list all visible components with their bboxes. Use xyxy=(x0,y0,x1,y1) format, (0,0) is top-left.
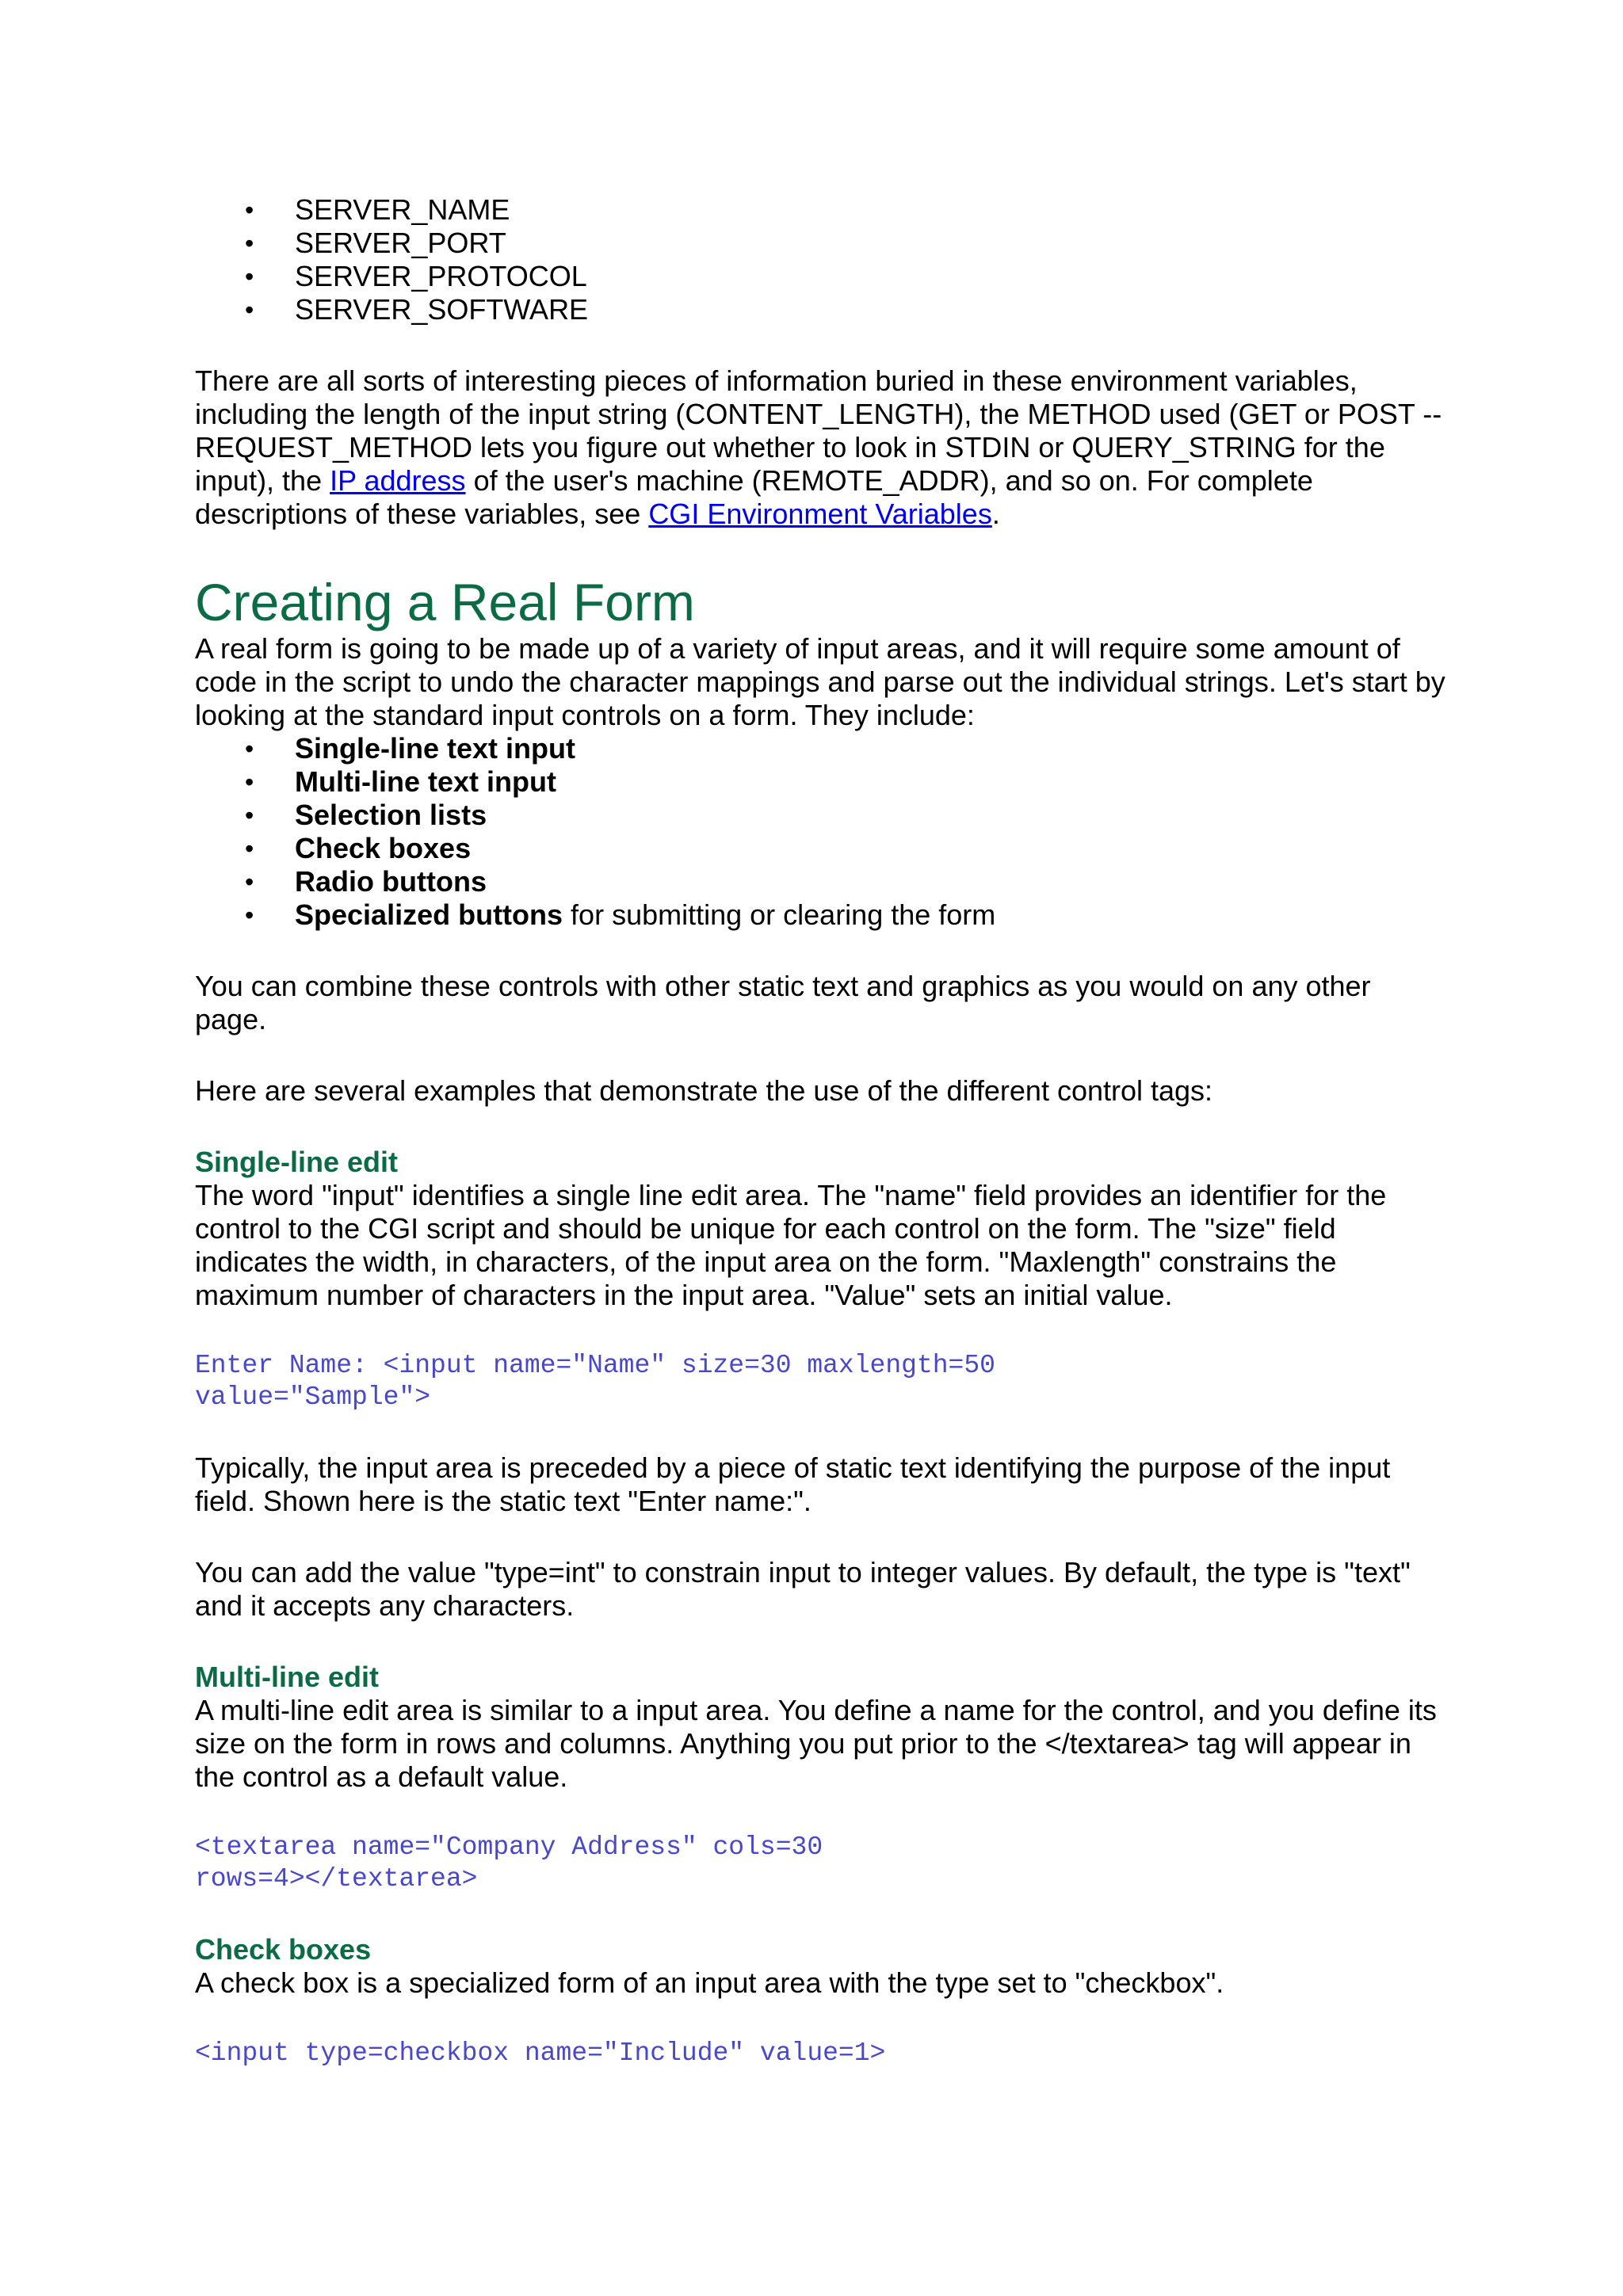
check-boxes-code: <input type=checkbox name="Include" value=1> xyxy=(195,2039,886,2068)
list-item: • Single-line text input xyxy=(295,732,1447,765)
list-item: • Specialized buttons for submitting or clearing the form xyxy=(295,898,1447,932)
document-content xyxy=(195,193,1447,2069)
single-line-note-2: You can add the value "type=int" to constrain input to integer values. By default, the type is "text" and it accepts any characters. xyxy=(195,1556,1411,1622)
list-item: • Multi-line text input xyxy=(295,765,1447,799)
single-line-heading: Single-line edit xyxy=(195,1146,399,1178)
section-title: Creating a Real Form xyxy=(195,573,695,631)
env-var-paragraph: There are all sorts of interesting pieces of information buried in these environment variables, including the length of the input string (CONTENT_LENGTH), the METHOD used (GET or POST -- REQUEST_METHOD lets you figure out whether to look in STDIN or QUERY_STRING for the input), the IP address of the user's machine (REMOTE_ADDR), and so on. For complete descriptions of these variables, see CGI Environment Variables. xyxy=(195,364,1442,530)
cgi-env-vars-link[interactable]: CGI Environment Variables xyxy=(648,498,992,530)
env-var-list xyxy=(195,193,1447,326)
multi-line-heading: Multi-line edit xyxy=(195,1661,379,1693)
single-line-note-1: Typically, the input area is preceded by a piece of static text identifying the purpose of the input field. Shown here is the static text "Enter name:". xyxy=(195,1451,1391,1517)
control-list xyxy=(195,732,1447,932)
single-line-code: Enter Name: <input name="Name" size=30 maxlength=50 value="Sample"> xyxy=(195,1351,995,1412)
check-boxes-heading: Check boxes xyxy=(195,1933,372,1966)
list-item: • Check boxes xyxy=(295,832,1447,865)
list-item: • SERVER_PORT xyxy=(295,227,1447,260)
list-item: • Selection lists xyxy=(295,799,1447,832)
single-line-description: The word "input" identifies a single line edit area. The "name" field provides an identifier for the control to the CGI script and should be unique for each control on the form. The "size" field indicates the width, in characters, of the input area on the form. "Maxlength" constrains the maximum number of characters in the input area. "Value" sets an initial value. xyxy=(195,1179,1387,1311)
list-item: • SERVER_NAME xyxy=(295,193,1447,227)
list-item: • SERVER_PROTOCOL xyxy=(295,260,1447,293)
check-boxes-description: A check box is a specialized form of an input area with the type set to "checkbox". xyxy=(195,1966,1224,1999)
multi-line-description: A multi-line edit area is similar to a input area. You define a name for the control, and you define its size on the form in rows and columns. Anything you put prior to the </textarea> tag will appear in the control as a default value. xyxy=(195,1694,1437,1793)
multi-line-code: <textarea name="Company Address" cols=30 rows=4></textarea> xyxy=(195,1833,823,1894)
list-item: • Radio buttons xyxy=(295,865,1447,898)
list-item: • SERVER_SOFTWARE xyxy=(295,293,1447,326)
section-intro: A real form is going to be made up of a variety of input areas, and it will require some amount of code in the script to undo the character mappings and parse out the individual strings. Let's start by looking at the standard input controls on a form. They include: xyxy=(195,632,1445,731)
ip-address-link[interactable]: IP address xyxy=(330,464,466,497)
combine-paragraph: You can combine these controls with other static text and graphics as you would on any other page. xyxy=(195,970,1371,1035)
examples-intro: Here are several examples that demonstrate the use of the different control tags: xyxy=(195,1074,1213,1107)
